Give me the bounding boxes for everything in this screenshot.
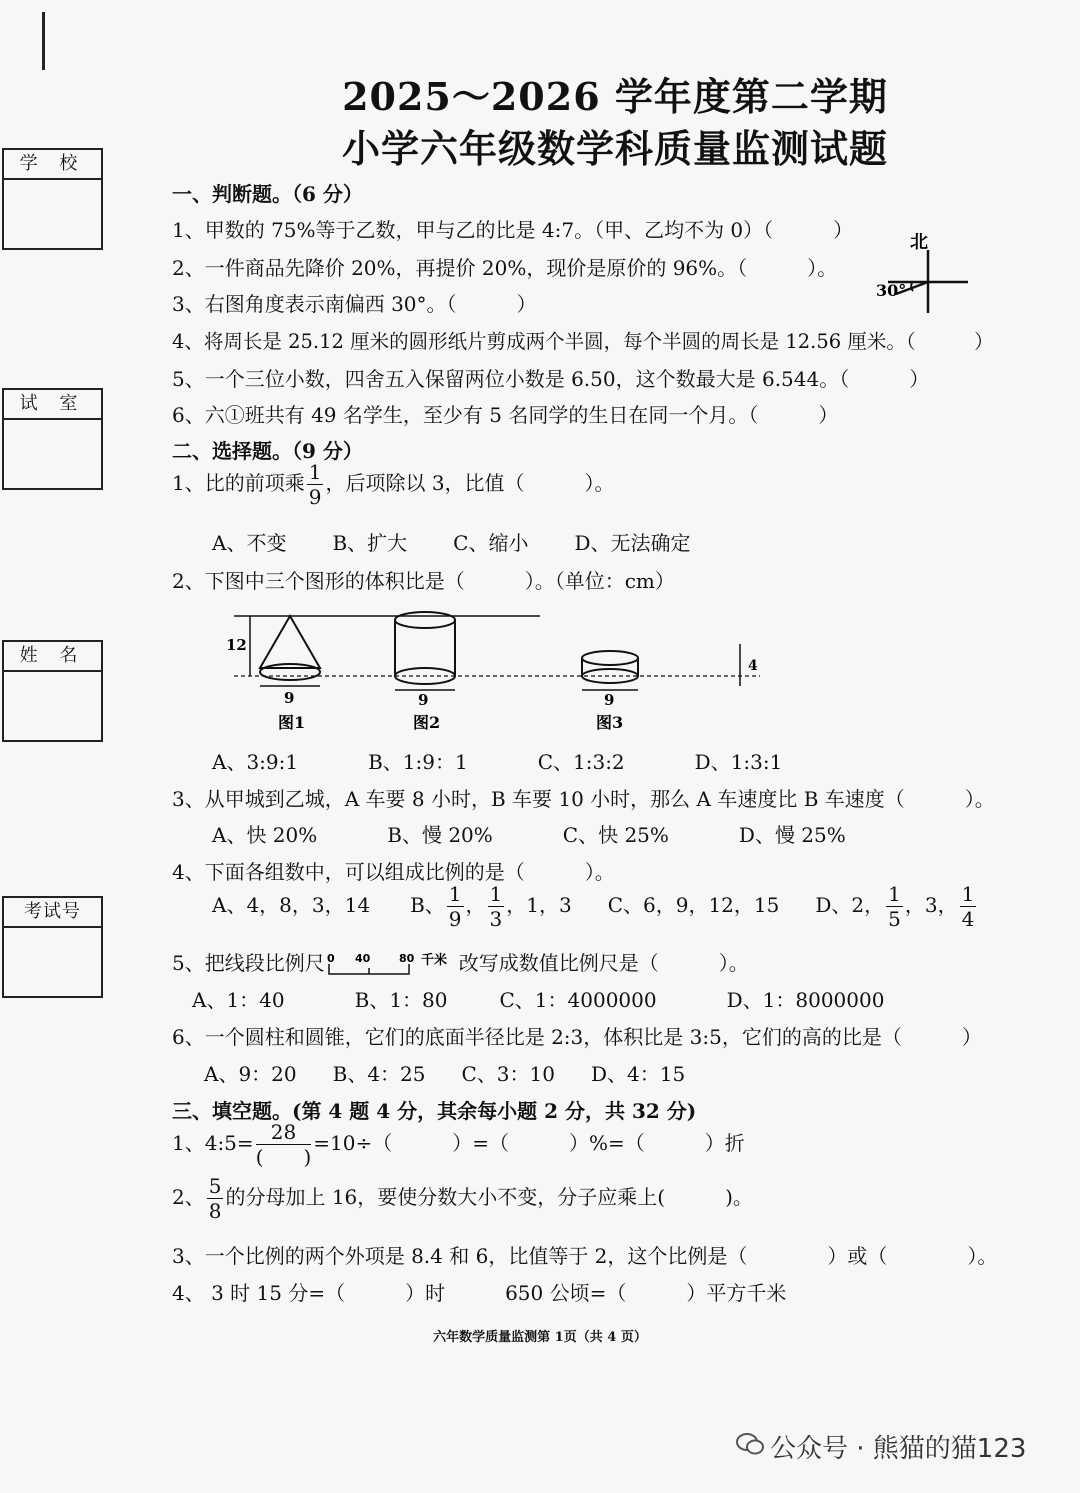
section2-heading: 二、选择题。（9 分）	[172, 439, 363, 463]
page-footer: 六年数学质量监测第 1页（共 4 页）	[433, 1330, 647, 1345]
scale-unit: 千米	[420, 952, 447, 968]
fig2-label: 图2	[413, 713, 441, 732]
frac-den: 9	[308, 485, 322, 509]
name-label: 姓 名	[4, 642, 101, 672]
watermark-text: 公众号 · 熊猫的猫123	[770, 1434, 1027, 1464]
compass-north-label: 北	[910, 232, 928, 253]
option-d[interactable]: D、1:3:1	[694, 750, 783, 774]
fig3-label: 图3	[596, 713, 624, 732]
option-c[interactable]: C、6，9，12，15	[607, 893, 780, 917]
option-d[interactable]: D、4：15	[590, 1062, 686, 1086]
school-label: 学 校	[4, 150, 101, 180]
frac-num: 1	[961, 882, 975, 906]
s3-q2	[172, 1176, 753, 1221]
s1-q3: 3、右图角度表示南偏西 30°。（ ）	[172, 292, 537, 316]
s2-q2: 2、下图中三个图形的体积比是（ ）。（单位：cm）	[172, 569, 675, 593]
fig1-diameter: 9	[284, 689, 295, 707]
option-d-mid: ，3，	[904, 893, 958, 917]
s2-q3-options	[212, 819, 846, 848]
s1-q6: 6、六①班共有 49 名学生，至少有 5 名同学的生日在同一个月。（ ）	[172, 403, 839, 427]
frac-num: 1	[308, 460, 322, 484]
option-b-suffix: ，1，3	[506, 893, 572, 917]
scale-40: 40	[354, 951, 371, 965]
option-a[interactable]: A、4，8，3，14	[212, 893, 371, 917]
option-c[interactable]: C、1:3:2	[537, 750, 625, 774]
s2-q3: 3、从甲城到乙城，A 车要 8 小时，B 车要 10 小时，那么 A 车速度比 B 车速度（ ）。	[172, 787, 995, 811]
s1-q5: 5、一个三位小数，四舍五入保留两位小数是 6.50，这个数最大是 6.544。（ ）	[172, 367, 930, 391]
frac-num: 28	[256, 1122, 312, 1145]
option-b[interactable]: B、1:9：1	[368, 750, 468, 774]
option-c[interactable]: C、1：4000000	[499, 988, 657, 1012]
fig-height-label: 12	[226, 636, 247, 654]
option-c[interactable]: C、快 25%	[562, 823, 669, 847]
fig1-label: 图1	[278, 713, 306, 732]
s1-q4: 4、将周长是 25.12 厘米的圆形纸片剪成两个半圆，每个半圆的周长是 12.56 厘米。（ ）	[172, 330, 994, 353]
section3-heading: 三、填空题。(第 4 题 4 分，其余每小题 2 分，共 32 分)	[172, 1099, 697, 1123]
frac-den: 8	[208, 1199, 222, 1223]
fraction-1-9	[447, 884, 464, 929]
fraction-1-3	[488, 884, 505, 929]
s2-q5	[172, 947, 749, 978]
scale-80: 80	[398, 951, 415, 965]
s2-q5-options	[192, 984, 884, 1013]
name-box[interactable]	[2, 640, 103, 742]
s2-q5-post: 改写成数值比例尺是（ ）。	[458, 951, 749, 975]
exam-no-label: 考试号	[4, 898, 101, 928]
room-box[interactable]	[2, 388, 103, 490]
s2-q1-pre: 1、比的前项乘	[172, 471, 305, 495]
compass-figure	[868, 228, 972, 318]
s2-q1-post: ，后项除以 3，比值（ ）。	[325, 471, 615, 495]
s3-q2-pre: 2、	[172, 1185, 205, 1209]
fraction-1-5	[886, 884, 903, 929]
compass-angle-label: 30°	[876, 281, 907, 300]
option-c[interactable]: C、缩小	[453, 531, 529, 555]
school-box[interactable]	[2, 148, 103, 250]
s2-q4-options	[212, 884, 978, 929]
s2-q2-options	[212, 746, 782, 775]
title-line-1: 2025～2026 学年度第二学期	[342, 74, 888, 119]
s3-q2-post: 的分母加上 16，要使分数大小不变，分子应乘上( )。	[225, 1185, 753, 1209]
option-d[interactable]: D、慢 25%	[738, 823, 846, 847]
fraction-1-4	[960, 884, 977, 929]
fig3-height: 4	[748, 658, 758, 674]
fraction-28-blank	[256, 1122, 312, 1167]
frac-num: 1	[448, 882, 462, 906]
fig2-diameter: 9	[418, 691, 429, 709]
option-a[interactable]: A、1：40	[192, 988, 285, 1012]
option-d[interactable]: D、1：8000000	[726, 988, 885, 1012]
fraction-1-9	[307, 462, 324, 507]
s3-q1-post: =10÷（ ）=（ ）%=（ ）折	[313, 1131, 745, 1155]
option-d[interactable]	[815, 882, 978, 931]
scan-mark	[42, 12, 45, 70]
frac-den: 4	[961, 907, 975, 931]
frac-num: 1	[888, 882, 901, 906]
option-b[interactable]: B、 $\frac{1}{9}$ ， $\frac{1}{3}$ ，1，3	[410, 882, 572, 931]
s2-q1	[172, 462, 615, 507]
s3-q1	[172, 1122, 745, 1167]
frac-den: 9	[448, 907, 462, 931]
option-b[interactable]: B、扩大	[332, 531, 408, 555]
s3-q3: 3、一个比例的两个外项是 8.4 和 6，比值等于 2，这个比例是（ ）或（ ）。	[172, 1244, 998, 1268]
frac-den: 3	[489, 907, 503, 931]
s2-q6: 6、一个圆柱和圆锥，它们的底面半径比是 2:3，体积比是 3:5，它们的高的比是（ ）	[172, 1025, 982, 1049]
option-c[interactable]: C、3：10	[461, 1062, 555, 1086]
s1-q2: 2、一件商品先降价 20%，再提价 20%，现价是原价的 96%。（ ）。	[172, 256, 838, 280]
option-b-prefix: B、	[410, 893, 445, 917]
s1-q1: 1、甲数的 75%等于乙数，甲与乙的比是 4:7。（甲、乙均不为 0）（ ）	[172, 218, 854, 242]
option-a[interactable]: A、快 20%	[212, 823, 318, 847]
option-a[interactable]: A、9：20	[204, 1062, 297, 1086]
s2-q5-pre: 5、把线段比例尺	[172, 951, 325, 975]
s3-q1-pre: 1、4:5=	[172, 1131, 254, 1155]
wechat-icon	[736, 1432, 764, 1456]
fraction-5-8	[207, 1176, 224, 1221]
section1-heading: 一、判断题。（6 分）	[172, 182, 363, 206]
scale-0: 0	[326, 951, 335, 965]
option-b[interactable]: B、慢 20%	[387, 823, 493, 847]
s2-q6-options	[204, 1058, 685, 1087]
title-line-2: 小学六年级数学科质量监测试题	[341, 126, 888, 171]
frac-den[interactable]: ( )	[255, 1145, 312, 1169]
option-a[interactable]: A、不变	[212, 531, 287, 555]
option-b[interactable]: B、1：80	[354, 988, 448, 1012]
s3-q4: 4、 3 时 15 分=（ ）时 650 公顷=（ ）平方千米	[172, 1281, 787, 1305]
room-label: 试 室	[4, 390, 101, 420]
fig3-diameter: 9	[604, 691, 615, 709]
exam-no-box[interactable]	[2, 896, 103, 998]
s2-q4: 4、下面各组数中，可以组成比例的是（ ）。	[172, 860, 615, 884]
option-b[interactable]: B、4：25	[332, 1062, 426, 1086]
frac-den: 5	[888, 907, 901, 931]
line-scale-icon	[325, 952, 459, 978]
option-a[interactable]: A、3:9:1	[212, 750, 299, 774]
option-d-prefix: D、2，	[815, 893, 885, 917]
frac-num: 1	[489, 882, 503, 906]
volume-figure	[220, 604, 780, 736]
frac-num: 5	[208, 1174, 222, 1198]
option-d[interactable]: D、无法确定	[574, 531, 691, 555]
s2-q1-options	[212, 527, 691, 556]
